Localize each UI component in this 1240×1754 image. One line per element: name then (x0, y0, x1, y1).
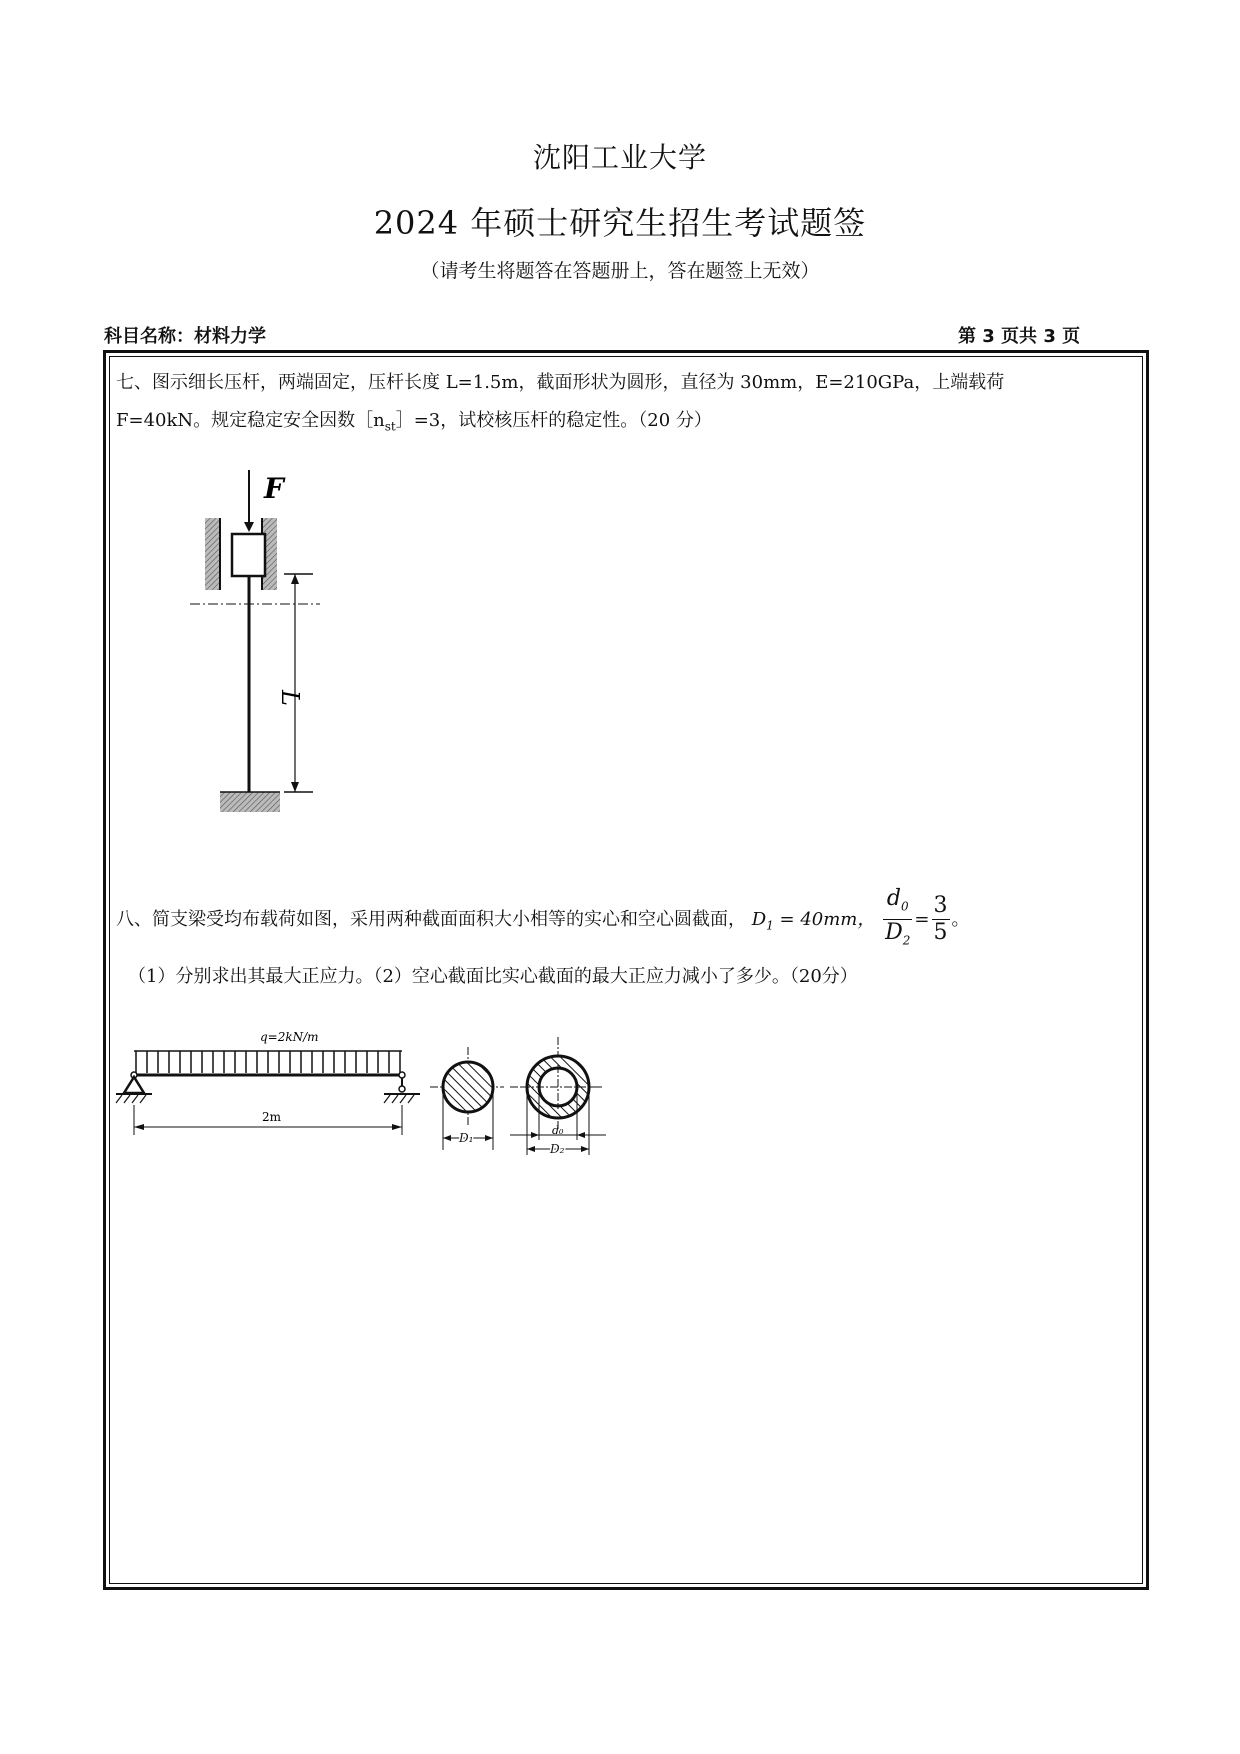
exam-title: 2024 年硕士研究生招生考试题签 (373, 204, 867, 242)
subject-label: 科目名称：材料力学 (104, 326, 266, 347)
question-8-line-2: （1）分别求出其最大正应力。（2）空心截面比实心截面的最大正应力减小了多少。（20分） (128, 966, 858, 987)
solid-diameter-label: D₁ (459, 1131, 474, 1145)
load-label: q=2kN/m (260, 1030, 319, 1044)
ratio-fraction-right: $\frac{3}{5}$ (933, 893, 948, 946)
page-info: 第 3 页共 3 页 (958, 326, 1081, 347)
beam-figure (112, 1025, 682, 1160)
q8-text-pre: 八、简支梁受均布载荷如图，采用两种截面面积大小相等的实心和空心圆截面， (116, 908, 746, 930)
span-label: 2m (262, 1110, 282, 1124)
q8-end-punct: 。 (951, 908, 970, 930)
d1-expression: $D_1 = 40mm$， (751, 908, 876, 933)
question-7-line-2 (116, 402, 712, 446)
question-7-line-1: 七、图示细长压杆，两端固定，压杆长度 L=1.5m，截面形状为圆形，直径为 30mm，E=210GPa，上端载荷 (116, 372, 1005, 393)
column-figure (190, 470, 350, 820)
ratio-fraction-left: $\frac{d_0}{D_2}$ (885, 886, 911, 948)
hollow-outer-label: D₂ (550, 1142, 565, 1156)
ratio-equals: = (914, 908, 930, 930)
hollow-inner-label: d₀ (552, 1124, 564, 1137)
university-name: 沈阳工业大学 (532, 141, 707, 174)
q7-text-pre: F=40kN。规定稳定安全因数［n (116, 410, 385, 431)
force-label: F (264, 472, 284, 505)
question-8-line-1 (116, 886, 970, 954)
length-label: L (276, 690, 304, 706)
exam-note: （请考生将题答在答题册上，答在题签上无效） (420, 260, 820, 282)
q7-subscript: st (384, 419, 396, 434)
q7-text-post: ］=3，试校核压杆的稳定性。（20 分） (395, 410, 712, 431)
